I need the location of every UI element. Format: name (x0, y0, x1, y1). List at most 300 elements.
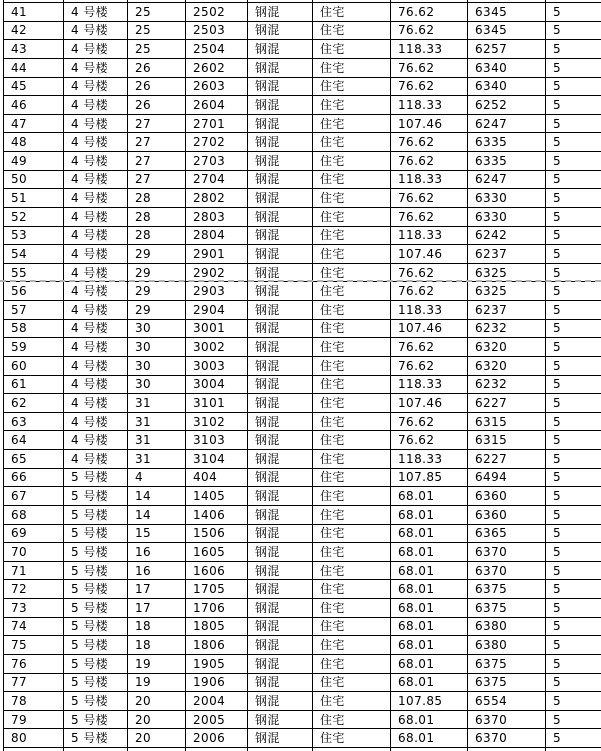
cell-building: 4 号楼 (64, 58, 128, 77)
cell-building: 5 号楼 (64, 729, 128, 748)
cell-unit-price: 6335 (468, 133, 546, 152)
cell-building: 5 号楼 (64, 636, 128, 655)
cell-floor: 27 (128, 152, 186, 171)
cell-floor: 4 (128, 468, 186, 487)
cell-row-number: 54 (4, 245, 64, 264)
cell-unit-price: 6237 (468, 245, 546, 264)
cell-unit-price: 6320 (468, 338, 546, 357)
grid-line-stub (312, 0, 313, 2)
cell-floor: 29 (128, 301, 186, 320)
table-row (4, 580, 601, 599)
cell-unit-price: 6375 (468, 580, 546, 599)
table-row (4, 77, 601, 96)
table-row (4, 152, 601, 171)
cell-area: 107.85 (391, 692, 468, 711)
cell-use: 住宅 (313, 226, 391, 245)
cell-row-number: 67 (4, 487, 64, 506)
cell-building: 4 号楼 (64, 375, 128, 394)
cell-use: 住宅 (313, 170, 391, 189)
table-row (4, 207, 601, 226)
cell-floor: 15 (128, 524, 186, 543)
cell-building: 5 号楼 (64, 487, 128, 506)
grid-line-stub (390, 0, 391, 2)
cell-area: 68.01 (391, 487, 468, 506)
cell-use: 住宅 (313, 58, 391, 77)
cell-extra: 5 (546, 431, 601, 450)
cell-extra: 5 (546, 561, 601, 580)
cell-area: 76.62 (391, 338, 468, 357)
cell-building: 4 号楼 (64, 319, 128, 338)
cell-room-number: 1406 (186, 505, 248, 524)
cell-area: 107.46 (391, 114, 468, 133)
cell-extra: 5 (546, 654, 601, 673)
cell-row-number: 57 (4, 301, 64, 320)
cell-use: 住宅 (313, 338, 391, 357)
cell-area: 107.46 (391, 394, 468, 413)
cell-unit-price: 6335 (468, 152, 546, 171)
cell-extra: 5 (546, 617, 601, 636)
cell-area: 68.01 (391, 636, 468, 655)
cell-room-number: 2005 (186, 710, 248, 729)
cell-structure: 钢混 (248, 505, 313, 524)
cell-extra: 5 (546, 729, 601, 748)
cell-use: 住宅 (313, 207, 391, 226)
cell-floor: 28 (128, 207, 186, 226)
cell-unit-price: 6247 (468, 170, 546, 189)
cell-extra: 5 (546, 96, 601, 115)
cell-building: 5 号楼 (64, 654, 128, 673)
cell-area: 76.62 (391, 189, 468, 208)
cell-floor: 30 (128, 356, 186, 375)
cell-unit-price: 6320 (468, 356, 546, 375)
cell-row-number: 46 (4, 96, 64, 115)
cell-unit-price: 6345 (468, 3, 546, 22)
cell-structure: 钢混 (248, 561, 313, 580)
table-row (4, 170, 601, 189)
cell-extra: 5 (546, 394, 601, 413)
cell-unit-price: 6315 (468, 412, 546, 431)
table-row (4, 561, 601, 580)
cell-building: 5 号楼 (64, 468, 128, 487)
cell-structure: 钢混 (248, 468, 313, 487)
cell-floor: 29 (128, 282, 186, 301)
cell-extra: 5 (546, 692, 601, 711)
cell-floor: 14 (128, 487, 186, 506)
cell-use: 住宅 (313, 692, 391, 711)
cell-row-number: 49 (4, 152, 64, 171)
cell-structure: 钢混 (248, 580, 313, 599)
cell-extra: 5 (546, 226, 601, 245)
cell-structure: 钢混 (248, 394, 313, 413)
data-table (3, 2, 601, 748)
cell-extra: 5 (546, 599, 601, 618)
table-row (4, 710, 601, 729)
cell-row-number: 78 (4, 692, 64, 711)
cell-use: 住宅 (313, 133, 391, 152)
cell-row-number: 52 (4, 207, 64, 226)
cell-floor: 28 (128, 226, 186, 245)
cell-use: 住宅 (313, 431, 391, 450)
grid-line-stub (247, 0, 248, 2)
cell-row-number: 77 (4, 673, 64, 692)
cell-row-number: 53 (4, 226, 64, 245)
cell-floor: 29 (128, 263, 186, 282)
cell-use: 住宅 (313, 599, 391, 618)
table-row (4, 133, 601, 152)
table-row (4, 226, 601, 245)
grid-line-stub (545, 0, 546, 2)
cell-extra: 5 (546, 301, 601, 320)
cell-area: 76.62 (391, 58, 468, 77)
grid-line-stub (185, 0, 186, 2)
cell-extra: 5 (546, 375, 601, 394)
cell-row-number: 42 (4, 21, 64, 40)
cell-unit-price: 6380 (468, 617, 546, 636)
cell-use: 住宅 (313, 282, 391, 301)
cell-structure: 钢混 (248, 114, 313, 133)
cell-room-number: 2603 (186, 77, 248, 96)
cell-extra: 5 (546, 524, 601, 543)
cell-room-number: 1705 (186, 580, 248, 599)
cell-room-number: 3003 (186, 356, 248, 375)
cell-room-number: 2902 (186, 263, 248, 282)
table-row (4, 729, 601, 748)
cell-building: 5 号楼 (64, 617, 128, 636)
cell-building: 4 号楼 (64, 356, 128, 375)
cell-structure: 钢混 (248, 375, 313, 394)
cell-use: 住宅 (313, 524, 391, 543)
cell-structure: 钢混 (248, 692, 313, 711)
cell-unit-price: 6370 (468, 561, 546, 580)
cell-room-number: 2701 (186, 114, 248, 133)
cell-area: 68.01 (391, 617, 468, 636)
cell-building: 4 号楼 (64, 170, 128, 189)
cell-structure: 钢混 (248, 673, 313, 692)
cell-floor: 25 (128, 40, 186, 59)
cell-building: 4 号楼 (64, 207, 128, 226)
cell-row-number: 58 (4, 319, 64, 338)
cell-building: 4 号楼 (64, 114, 128, 133)
cell-floor: 26 (128, 77, 186, 96)
cell-structure: 钢混 (248, 636, 313, 655)
cell-unit-price: 6375 (468, 673, 546, 692)
cell-structure: 钢混 (248, 450, 313, 469)
cell-room-number: 2802 (186, 189, 248, 208)
cell-extra: 5 (546, 282, 601, 301)
cell-building: 4 号楼 (64, 21, 128, 40)
cell-row-number: 56 (4, 282, 64, 301)
cell-building: 4 号楼 (64, 412, 128, 431)
cell-extra: 5 (546, 319, 601, 338)
cell-row-number: 59 (4, 338, 64, 357)
cell-room-number: 1605 (186, 543, 248, 562)
cell-floor: 31 (128, 394, 186, 413)
cell-area: 76.62 (391, 412, 468, 431)
table-row (4, 96, 601, 115)
cell-room-number: 2604 (186, 96, 248, 115)
cell-unit-price: 6494 (468, 468, 546, 487)
cell-unit-price: 6360 (468, 487, 546, 506)
cell-unit-price: 6554 (468, 692, 546, 711)
cell-extra: 5 (546, 21, 601, 40)
cell-row-number: 72 (4, 580, 64, 599)
table-row (4, 21, 601, 40)
cell-use: 住宅 (313, 487, 391, 506)
cell-extra: 5 (546, 580, 601, 599)
cell-use: 住宅 (313, 114, 391, 133)
cell-unit-price: 6242 (468, 226, 546, 245)
cell-area: 68.01 (391, 673, 468, 692)
cell-extra: 5 (546, 487, 601, 506)
cell-area: 68.01 (391, 599, 468, 618)
cell-room-number: 2903 (186, 282, 248, 301)
cell-room-number: 1805 (186, 617, 248, 636)
cell-unit-price: 6380 (468, 636, 546, 655)
grid-line-stub (63, 0, 64, 2)
data-table-body (4, 3, 601, 748)
cell-unit-price: 6370 (468, 710, 546, 729)
cell-building: 4 号楼 (64, 96, 128, 115)
cell-area: 76.62 (391, 77, 468, 96)
table-row (4, 450, 601, 469)
cell-room-number: 2703 (186, 152, 248, 171)
cell-area: 118.33 (391, 375, 468, 394)
table-row (4, 114, 601, 133)
cell-use: 住宅 (313, 152, 391, 171)
table-row (4, 505, 601, 524)
cell-use: 住宅 (313, 580, 391, 599)
cell-building: 4 号楼 (64, 450, 128, 469)
cell-room-number: 2702 (186, 133, 248, 152)
grid-line-stub (3, 0, 4, 2)
cell-row-number: 48 (4, 133, 64, 152)
cell-structure: 钢混 (248, 654, 313, 673)
cell-unit-price: 6375 (468, 599, 546, 618)
cell-use: 住宅 (313, 673, 391, 692)
cell-floor: 26 (128, 58, 186, 77)
cell-building: 4 号楼 (64, 3, 128, 22)
cell-row-number: 63 (4, 412, 64, 431)
cell-room-number: 2904 (186, 301, 248, 320)
cell-structure: 钢混 (248, 226, 313, 245)
cell-unit-price: 6232 (468, 319, 546, 338)
cell-use: 住宅 (313, 77, 391, 96)
cell-use: 住宅 (313, 543, 391, 562)
cell-area: 118.33 (391, 170, 468, 189)
cell-row-number: 50 (4, 170, 64, 189)
cell-row-number: 76 (4, 654, 64, 673)
cell-building: 5 号楼 (64, 673, 128, 692)
table-row (4, 431, 601, 450)
cell-unit-price: 6340 (468, 58, 546, 77)
cell-row-number: 69 (4, 524, 64, 543)
cell-use: 住宅 (313, 40, 391, 59)
cell-extra: 5 (546, 710, 601, 729)
cell-structure: 钢混 (248, 263, 313, 282)
cell-structure: 钢混 (248, 152, 313, 171)
cell-use: 住宅 (313, 356, 391, 375)
cell-structure: 钢混 (248, 170, 313, 189)
cell-structure: 钢混 (248, 599, 313, 618)
cell-room-number: 2602 (186, 58, 248, 77)
cell-area: 68.01 (391, 580, 468, 599)
cell-use: 住宅 (313, 301, 391, 320)
cell-area: 68.01 (391, 543, 468, 562)
cell-floor: 17 (128, 599, 186, 618)
table-row (4, 3, 601, 22)
cell-room-number: 2803 (186, 207, 248, 226)
cell-room-number: 3104 (186, 450, 248, 469)
cell-structure: 钢混 (248, 207, 313, 226)
cell-unit-price: 6370 (468, 729, 546, 748)
cell-building: 5 号楼 (64, 710, 128, 729)
table-row (4, 654, 601, 673)
cell-building: 4 号楼 (64, 431, 128, 450)
cell-area: 107.46 (391, 319, 468, 338)
cell-unit-price: 6325 (468, 263, 546, 282)
cell-room-number: 1606 (186, 561, 248, 580)
cell-floor: 30 (128, 338, 186, 357)
cell-unit-price: 6330 (468, 189, 546, 208)
cell-room-number: 2704 (186, 170, 248, 189)
cell-extra: 5 (546, 189, 601, 208)
cell-use: 住宅 (313, 450, 391, 469)
cell-structure: 钢混 (248, 133, 313, 152)
cell-room-number: 2006 (186, 729, 248, 748)
cell-area: 76.62 (391, 431, 468, 450)
cell-extra: 5 (546, 152, 601, 171)
cell-room-number: 1706 (186, 599, 248, 618)
cell-unit-price: 6370 (468, 543, 546, 562)
cell-row-number: 41 (4, 3, 64, 22)
cell-use: 住宅 (313, 636, 391, 655)
cell-use: 住宅 (313, 654, 391, 673)
cell-structure: 钢混 (248, 96, 313, 115)
cell-unit-price: 6360 (468, 505, 546, 524)
cell-use: 住宅 (313, 729, 391, 748)
cell-building: 4 号楼 (64, 282, 128, 301)
cell-structure: 钢混 (248, 431, 313, 450)
table-row (4, 524, 601, 543)
cell-room-number: 3102 (186, 412, 248, 431)
cell-structure: 钢混 (248, 710, 313, 729)
cell-row-number: 55 (4, 263, 64, 282)
cell-area: 118.33 (391, 450, 468, 469)
cell-area: 76.62 (391, 263, 468, 282)
cell-floor: 18 (128, 636, 186, 655)
cell-building: 4 号楼 (64, 338, 128, 357)
cell-extra: 5 (546, 450, 601, 469)
table-row (4, 356, 601, 375)
cell-building: 5 号楼 (64, 599, 128, 618)
cell-extra: 5 (546, 114, 601, 133)
cell-extra: 5 (546, 77, 601, 96)
cell-use: 住宅 (313, 561, 391, 580)
table-row (4, 636, 601, 655)
cell-extra: 5 (546, 356, 601, 375)
cell-area: 107.46 (391, 245, 468, 264)
cell-floor: 31 (128, 412, 186, 431)
cell-row-number: 66 (4, 468, 64, 487)
cell-floor: 19 (128, 654, 186, 673)
cell-use: 住宅 (313, 375, 391, 394)
cell-area: 68.01 (391, 505, 468, 524)
cell-use: 住宅 (313, 412, 391, 431)
cell-use: 住宅 (313, 263, 391, 282)
cell-unit-price: 6232 (468, 375, 546, 394)
cell-use: 住宅 (313, 21, 391, 40)
cell-room-number: 1506 (186, 524, 248, 543)
cell-row-number: 51 (4, 189, 64, 208)
table-row (4, 58, 601, 77)
cell-room-number: 3101 (186, 394, 248, 413)
table-row (4, 338, 601, 357)
cell-structure: 钢混 (248, 617, 313, 636)
cell-use: 住宅 (313, 319, 391, 338)
cell-floor: 16 (128, 543, 186, 562)
cell-unit-price: 6365 (468, 524, 546, 543)
cell-structure: 钢混 (248, 487, 313, 506)
cell-unit-price: 6247 (468, 114, 546, 133)
cell-floor: 20 (128, 729, 186, 748)
cell-area: 118.33 (391, 96, 468, 115)
cell-area: 76.62 (391, 3, 468, 22)
cell-unit-price: 6330 (468, 207, 546, 226)
cell-structure: 钢混 (248, 412, 313, 431)
cell-floor: 17 (128, 580, 186, 599)
cell-area: 118.33 (391, 226, 468, 245)
cell-extra: 5 (546, 636, 601, 655)
cell-extra: 5 (546, 207, 601, 226)
cell-room-number: 1906 (186, 673, 248, 692)
cell-use: 住宅 (313, 505, 391, 524)
cell-use: 住宅 (313, 710, 391, 729)
cell-unit-price: 6227 (468, 450, 546, 469)
cell-area: 68.01 (391, 524, 468, 543)
cell-floor: 31 (128, 431, 186, 450)
cell-row-number: 44 (4, 58, 64, 77)
cell-extra: 5 (546, 543, 601, 562)
cell-extra: 5 (546, 673, 601, 692)
cell-floor: 30 (128, 319, 186, 338)
cell-extra: 5 (546, 338, 601, 357)
table-row (4, 282, 601, 301)
cell-structure: 钢混 (248, 356, 313, 375)
table-row (4, 468, 601, 487)
cell-structure: 钢混 (248, 3, 313, 22)
cell-area: 76.62 (391, 356, 468, 375)
table-row (4, 617, 601, 636)
cell-floor: 16 (128, 561, 186, 580)
cell-structure: 钢混 (248, 524, 313, 543)
cell-use: 住宅 (313, 3, 391, 22)
cell-use: 住宅 (313, 468, 391, 487)
cell-room-number: 1905 (186, 654, 248, 673)
cell-room-number: 2901 (186, 245, 248, 264)
cell-floor: 26 (128, 96, 186, 115)
cell-unit-price: 6345 (468, 21, 546, 40)
cell-area: 118.33 (391, 40, 468, 59)
cell-building: 5 号楼 (64, 543, 128, 562)
cell-building: 4 号楼 (64, 394, 128, 413)
table-row (4, 673, 601, 692)
table-row (4, 40, 601, 59)
cell-building: 4 号楼 (64, 152, 128, 171)
cell-row-number: 61 (4, 375, 64, 394)
table-row (4, 394, 601, 413)
cell-extra: 5 (546, 245, 601, 264)
cell-room-number: 1405 (186, 487, 248, 506)
